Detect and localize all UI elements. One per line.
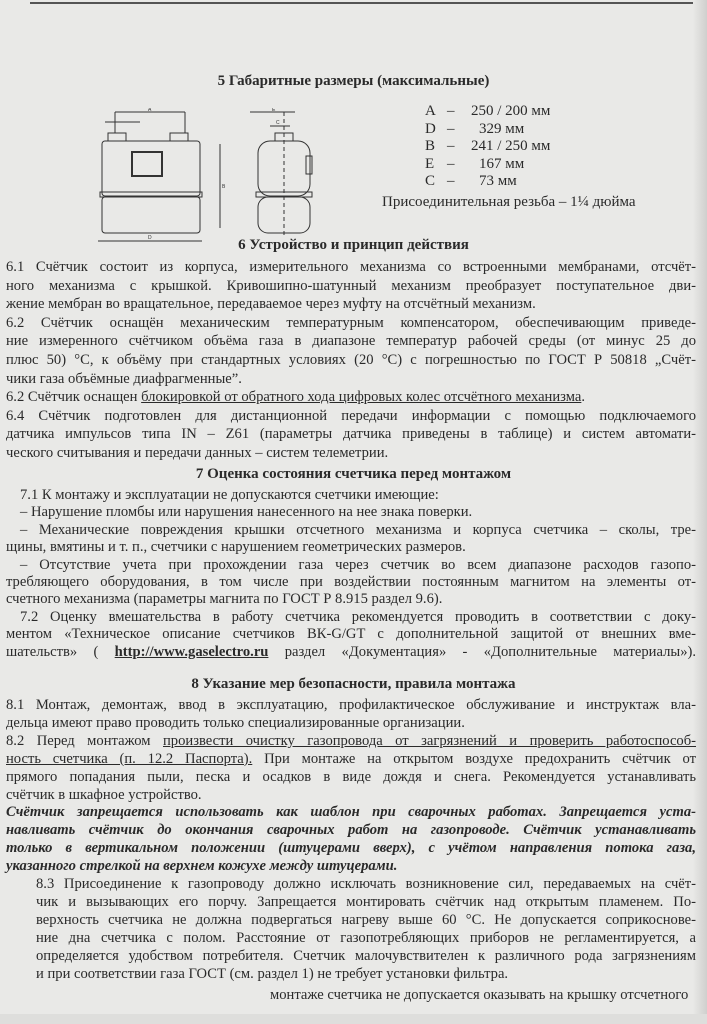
dimension-dash: – [447,103,455,119]
text-line [6,332,696,350]
section-title: 8 Указание мер безопасности, правила монтажа [191,676,516,692]
text-line [20,486,696,504]
text-segment: 6.2 Счётчик оснащен [6,389,142,406]
text-line [6,425,696,443]
meter-dimensions-diagram [90,108,320,243]
text-segment: чики газа объёмные диафрагменные”. [6,370,242,387]
text-line [6,839,696,857]
dimension-value: 167 мм [479,155,525,172]
text-line [6,803,696,821]
text-segment: жение мембран во вращательное, передаваемое через муфту на отсчётный механизм. [6,296,536,313]
text-line [6,295,696,313]
dimension-value: 329 мм [479,120,525,137]
text-segment: ние измеренного счётчиком объёма газа в диапазоне температур рабочей среды (от минус 25 до [6,333,696,350]
text-line [6,714,696,732]
text-segment: навливать счётчик до окончания сварочных работ на газопроводе. Счётчик устанавливать [6,822,696,839]
text-segment: 6.1 Счётчик состоит из корпуса, измерительного механизма со встроенными мембранами, отсчёт- [6,259,696,275]
text-segment: 7.1 К монтажу и эксплуатации не допускаются счетчики имеющие: [20,487,439,503]
text-segment: блокировкой от обратного хода цифровых колес отсчётного механизма [141,389,582,406]
text-segment: 8.3 Присоединение к газопроводу должно исключать возникновение сил, передаваемых на счёт- [36,876,696,892]
text-segment: ментом «Техническое описание счетчиков ВК-G/GT с дополнительной защитой от внешних вме- [6,626,696,643]
diagram-label-b: B [222,184,226,190]
section-title: 6 Устройство и принцип действия [238,237,469,253]
dimension-dash: – [447,155,455,172]
text-line [6,351,696,369]
text-segment: раздел «Документация» - «Дополнительные материалы»). [268,643,696,660]
text-line [20,521,696,539]
text-segment: щины, вмятины и т. п., счетчики с нарушением геометрических размеров. [6,539,466,556]
text-segment: – Механические повреждения крышки отсчетного механизма и корпуса счетчика – сколы, тре- [20,521,696,538]
text-line [36,929,696,947]
text-line [6,258,696,276]
dimension-key: D [425,120,436,137]
text-line [36,947,696,965]
text-line [6,277,696,295]
text-segment: плюс 50) °С, к объёму при стандартных условиях (20 °С) с погрешностью по ГОСТ Р 50818 „Счёт- [6,352,696,368]
text-line [36,965,696,983]
dimension-row [425,173,550,191]
text-segment: ние дна счетчика с полом. Расстояние от газопотребляющих приборов не регламентируется, а [36,929,696,946]
text-segment: верхность счетчика не должна подвергаться нагреву выше 60 °С. Не допускается соприкоснове- [36,911,696,928]
scan-bottom-margin [0,1014,707,1024]
text-line [36,911,696,929]
dimension-dash: – [447,138,455,154]
dimension-row [425,103,550,121]
text-line [6,538,696,556]
section-5-title: 5 Габаритные размеры (максимальные) [217,73,490,89]
diagram-label-a: A [148,108,152,113]
dimension-row [425,138,550,156]
text-line [6,821,696,839]
dimension-row [425,156,550,174]
text-line [6,696,696,714]
text-line [6,768,696,786]
text-segment: . [581,389,586,406]
dimension-key: C [425,173,436,189]
text-segment: ность счетчика (п. 12.2 Паспорта). [6,750,253,767]
text-segment: произвести очистку газопровода от загрязнений и проверить работоспособ- [163,732,697,749]
text-line [6,370,696,388]
dimension-dash: – [447,173,455,189]
text-line [6,857,696,875]
section-title: 7 Оценка состояния счетчика перед монтажом [195,466,512,482]
text-line [6,444,696,462]
diagram-label-e: E [272,108,276,113]
text-segment: 7.2 Оценку вмешательства в работу счетчика рекомендуется проводить в соответствии с доку- [20,608,696,625]
text-line [6,388,696,406]
text-segment: 8.1 Монтаж, демонтаж, ввод в эксплуатацию, профилактическое обслуживание и инструктаж вла- [6,697,696,713]
dimensions-list [425,103,550,191]
text-line [6,407,696,425]
text-segment: – Нарушение пломбы или нарушения нанесенного на нее знака поверки. [20,504,473,521]
text-segment: только в вертикальном положении (штуцерами вверх), с учётом направления потока газа, [6,840,696,857]
text-line [20,556,696,574]
text-segment: – Отсутствие учета при прохождении газа через счетчик во всем диапазоне расходов газопо- [20,556,696,573]
gaselectro-link[interactable]: http://www.gaselectro.ru [114,643,269,660]
dimension-row [425,121,550,139]
text-line [6,750,696,768]
text-segment: чик и вызывающих его порчу. Запрещается монтировать счётчик над открытым пламенем. По- [36,893,696,910]
dimension-key: B [425,138,436,154]
text-segment: При монтаже на открытом воздухе предохранить счётчик от [252,750,696,767]
text-segment: ческого считывания и передачи данных – систем телеметрии. [6,445,389,461]
text-segment: счётчик в шкафное устройство. [6,786,202,803]
text-segment: 6.2 Счётчик оснащён механическим температурным компенсатором, обеспечивающим приведе- [6,314,696,331]
connection-thread: Присоединительная резьба – 1¼ дюйма [382,194,636,210]
text-line [20,608,696,626]
text-line [6,643,696,661]
text-segment: определяется удобством потребителя. Счетчик малочувствителен к различного рода загрязнениям [36,947,696,964]
text-segment: монтаже счетчика не допускается оказывать на крышку отсчетного [270,987,689,1004]
text-line [6,590,696,608]
dimension-dash: – [447,120,455,137]
text-line [6,573,696,591]
text-line [6,732,696,750]
dimension-value: 241 / 250 мм [471,138,551,154]
scan-edge [30,2,697,4]
dimension-value: 250 / 200 мм [471,103,551,119]
text-segment: и при соответствии газа ГОСТ (см. раздел 1) не требует установки фильтра. [36,965,509,982]
text-line [6,314,696,332]
text-segment: требляющего оборудования, в том числе при воздействии постоянным магнитом на элементы от- [6,574,696,590]
text-segment: счетного механизма (параметры магнита по ГОСТ Р 8.915 раздел 9.6). [6,591,443,608]
dimension-key: A [425,103,436,119]
diagram-label-d: D [148,235,152,241]
text-segment: 8.2 Перед монтажом [6,732,163,749]
dimension-value: 73 мм [479,173,517,189]
text-segment: ного механизма с крышкой. Кривошипно-шатунный механизм преобразует поступательное дви- [6,277,696,294]
text-segment: 6.4 Счётчик подготовлен для дистанционной передачи информации с помощью подключаемого [6,407,696,424]
text-segment: датчика импульсов типа IN – Z61 (параметры датчика приведены в таблице) и систем автомати- [6,426,696,443]
text-line [6,625,696,643]
text-segment: шательств» ( [6,643,115,660]
diagram-label-c: C [276,120,280,126]
text-segment: указанного стрелкой на верхнем кожухе между штуцерами. [6,858,398,875]
text-line [270,986,688,1004]
text-line [20,503,696,521]
dimension-key: E [425,155,435,172]
text-segment: дельца имеют право проводить только специализированные организации. [6,714,465,731]
text-segment: прямого попадания пыли, песка и осадков в виде дождя и снега. Рекомендуется устанавливать [6,768,696,785]
text-segment: Счётчик запрещается использовать как шаблон при сварочных работах. Запрещается уста- [6,804,696,821]
text-line [6,786,696,804]
text-line [36,875,696,893]
text-line [36,893,696,911]
